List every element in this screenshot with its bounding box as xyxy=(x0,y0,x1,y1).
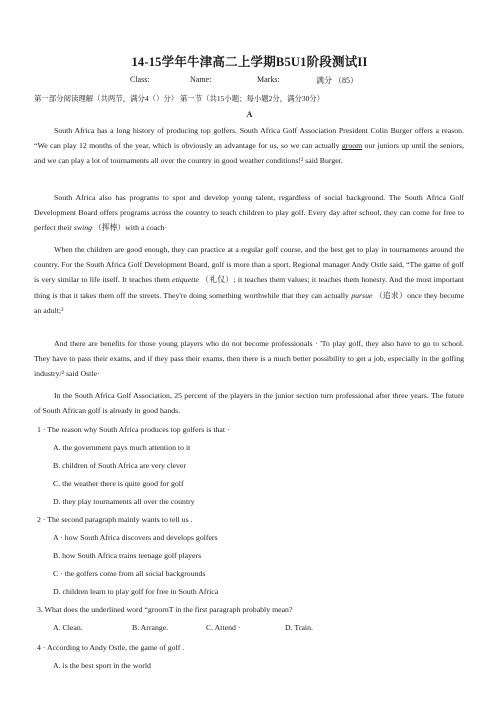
class-label: Class: xyxy=(130,75,150,84)
paragraph-2 xyxy=(34,190,464,236)
question-4-stem: 4 · According to Andy Ostle, the game of golf . xyxy=(37,643,185,652)
italic-word: swing xyxy=(73,223,93,233)
question-2-option-b[interactable]: B. how South Africa trains teenage golf players xyxy=(53,551,202,560)
question-4-option-a[interactable]: A. is the best sport in the world xyxy=(53,661,151,670)
question-2-option-a[interactable]: A · how South Africa discovers and develops golfers xyxy=(53,533,218,542)
marks-label: Marks: xyxy=(257,75,280,84)
question-1-option-c[interactable]: C. the weather there is quite good for golf xyxy=(53,479,184,488)
italic-word: pursue xyxy=(351,290,373,300)
question-2-stem: 2 · The second paragraph mainly wants to tell us . xyxy=(37,515,193,524)
italic-word: etiquette xyxy=(172,275,199,285)
paragraph-5: In the South Africa Golf Association, 25 percent of the players in the junior section turn professional after three years. The future of South African golf is already in good hands. xyxy=(34,391,464,416)
underlined-word: groom xyxy=(341,141,363,151)
section-heading: 第一部分阅读理解（共两节，满分4（）分） 第一节（共15小题；每小题2分，满分30分） xyxy=(34,94,325,103)
paragraph-text: （礼仪）; it teaches them values; it teaches them honesty. And the most important thing is that it takes them off the streets. They're doing something worthwhile that they can actually xyxy=(34,275,464,300)
paragraph-3 xyxy=(34,242,464,318)
question-1-stem: 1 · The reason why South Africa produces top golfers is that · xyxy=(37,425,230,434)
page-title: 14-15学年牛津高二上学期B5U1阶段测试II xyxy=(131,55,368,69)
question-1-option-b[interactable]: B. children of South Africa are very clever xyxy=(53,461,186,470)
passage-label: A xyxy=(246,110,253,119)
question-3-option-b[interactable]: B. Arrange. xyxy=(132,623,169,632)
question-1-option-d[interactable]: D. they play tournaments all over the country xyxy=(53,497,195,506)
paragraph-text: South Africa also has programs to spot and develop young talent, regardless of social background. The South Africa Golf Development Board offers programs across the country to teach children to play golf. Every day after school, they can come for free to perfect their xyxy=(34,193,464,233)
question-3-option-a[interactable]: A. Clean. xyxy=(53,623,83,632)
question-1-option-a[interactable]: A. the government pays much attention to it xyxy=(53,443,191,452)
paragraph-text: （挥棒）with a coach· xyxy=(92,223,168,233)
paragraph-text: South Africa has a long history of producing top golfers. South Africa Golf Association President Colin Burger offers a reason. “We can play 12 months of the year, which is obviously an advantage for us, so we can actually xyxy=(34,126,464,151)
paragraph-4: And there are benefits for those young players who do not become professionals · 'To play golf, they also have to go to school. They have to pass their exams, and if they pass their exams, then there is a much better possibility to get a job, especially in the golfing industry/² said Ostle· xyxy=(34,339,464,379)
question-3-option-c[interactable]: C. Attend · xyxy=(206,623,241,632)
question-2-option-d[interactable]: D. children learn to play golf for free in South Africa xyxy=(53,587,219,596)
question-3-option-d[interactable]: D. Train. xyxy=(285,623,313,632)
paragraph-text: When the children are good enough, they can practice at a regular golf course, and the best get to play in tournaments around the country. For the South Africa Golf Development Board, golf is more than a sport. Regional manager Andy Ostle said, “The game of golf is very similar to life itself. It teaches them xyxy=(34,245,464,285)
paragraph-1 xyxy=(34,123,464,169)
full-score: 满分 （85） xyxy=(316,76,358,85)
question-3-stem: 3. What does the underlined word “groornT in the first paragraph probably mean? xyxy=(37,605,293,614)
name-label: Name: xyxy=(190,75,212,84)
paragraph-text: （追求）once they become an adult;² xyxy=(34,290,464,315)
question-2-option-c[interactable]: C · the golfers come from all social backgrounds xyxy=(53,569,206,578)
paragraph-text: our juniors up until the seniors, and we can play a lot of tournaments all over the country in good weather conditions!² said Burger. xyxy=(34,141,465,166)
